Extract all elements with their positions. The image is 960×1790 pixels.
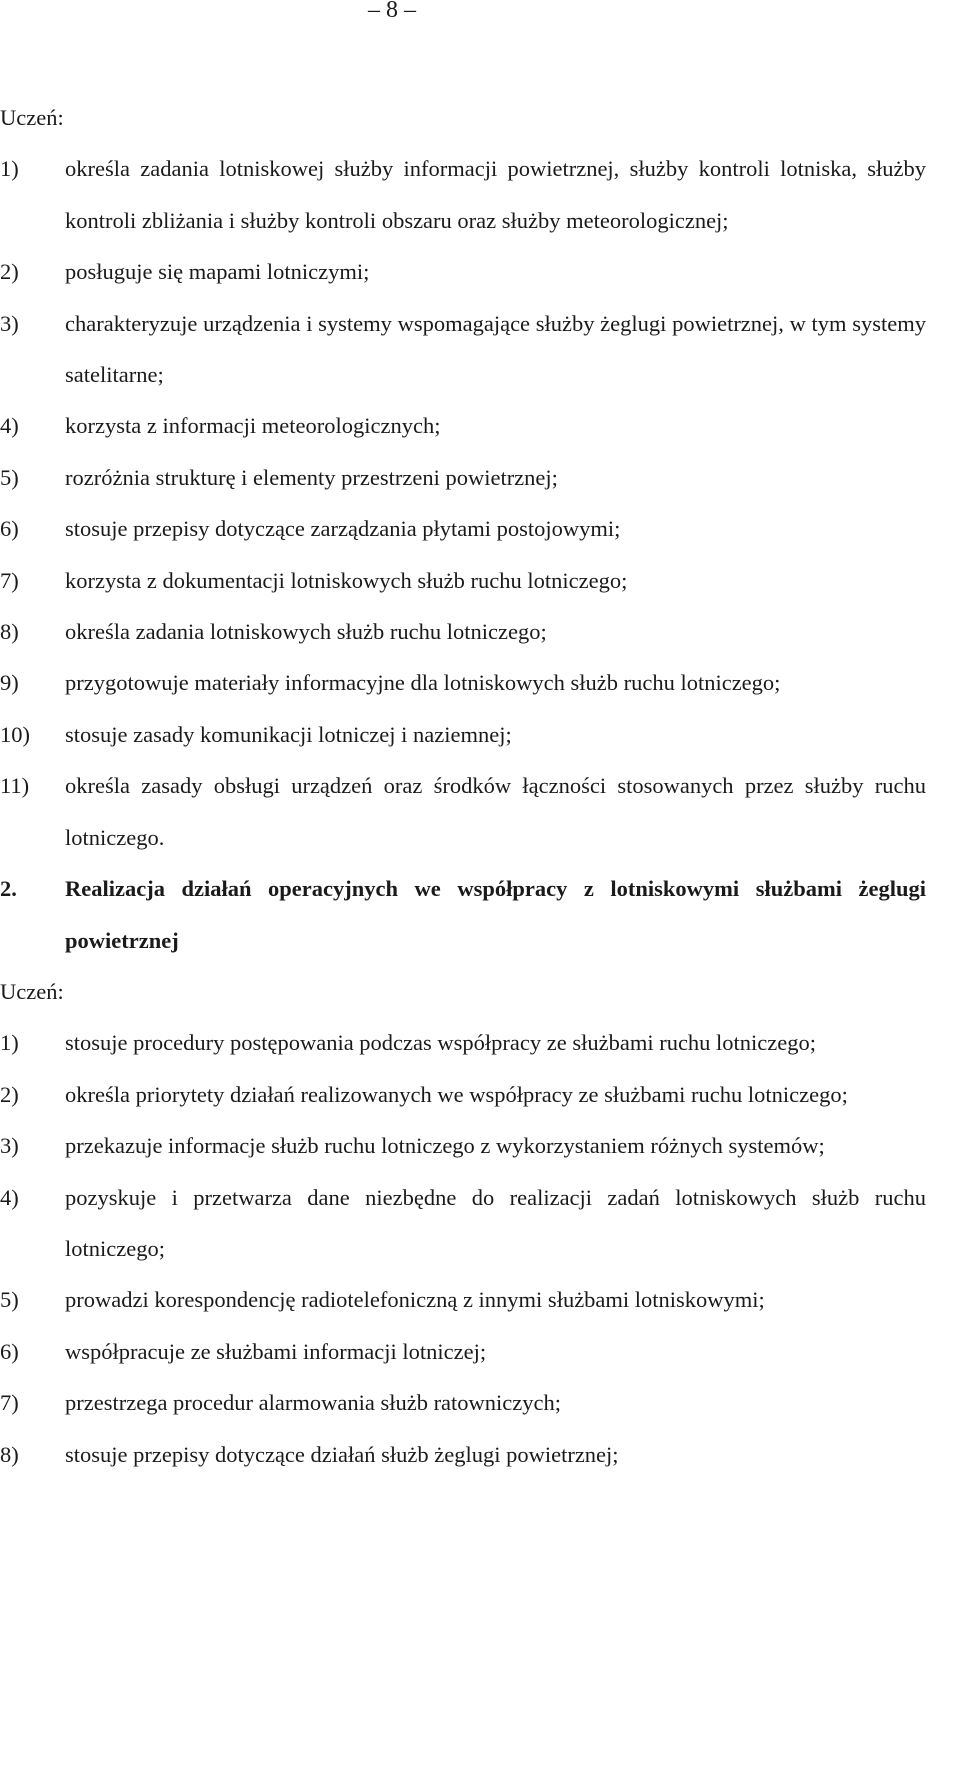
list-item-text: współpracuje ze służbami informacji lotniczej; [65, 1338, 487, 1364]
list-item-text: przestrzega procedur alarmowania służb ratowniczych; [65, 1390, 562, 1416]
list-item-text: pozyskuje i przetwarza dane niezbędne do realizacji zadań lotniskowych służb ruchu lotniczego; [65, 1184, 926, 1261]
list-item [0, 1017, 926, 1068]
list-item-text: korzysta z dokumentacji lotniskowych służb ruchu lotniczego; [65, 567, 628, 593]
list-item-text: określa zadania lotniskowych służb ruchu lotniczego; [65, 619, 547, 645]
list-item-text: posługuje się mapami lotniczymi; [65, 259, 370, 285]
list-item-number: 7) [0, 1390, 19, 1416]
list-item-number: 8) [0, 1441, 19, 1467]
list-item-number: 6) [0, 516, 19, 542]
document-body [0, 92, 926, 1480]
list-item [0, 298, 926, 401]
list-item-text: przekazuje informacje służb ruchu lotniczego z wykorzystaniem różnych systemów; [65, 1133, 825, 1159]
list-item-number: 4) [0, 1184, 19, 1210]
list-item [0, 246, 926, 297]
list-item [0, 1120, 926, 1171]
list-item-number: 1) [0, 1030, 19, 1056]
section-number: 2. [0, 876, 17, 902]
list-item-text: stosuje przepisy dotyczące zarządzania płytami postojowymi; [65, 516, 621, 542]
list-item-number: 3) [0, 310, 19, 336]
list-item-text: stosuje zasady komunikacji lotniczej i naziemnej; [65, 721, 512, 747]
list-item-text: prowadzi korespondencję radiotelefoniczną z innymi służbami lotniskowymi; [65, 1287, 765, 1313]
list-item-text: stosuje procedury postępowania podczas współpracy ze służbami ruchu lotniczego; [65, 1030, 817, 1056]
list-item-number: 4) [0, 413, 19, 439]
list-item-text: przygotowuje materiały informacyjne dla lotniskowych służb ruchu lotniczego; [65, 670, 781, 696]
list-item-text: charakteryzuje urządzenia i systemy wspomagające służby żeglugi powietrznej, w tym systemy satelitarne; [65, 310, 926, 388]
list-item-text: określa zasady obsługi urządzeń oraz środków łączności stosowanych przez służby ruchu lotniczego. [65, 773, 926, 850]
list-item-number: 2) [0, 259, 19, 285]
list-item-number: 11) [0, 773, 30, 799]
list-item-number: 1) [0, 156, 19, 182]
list-item-number: 5) [0, 464, 19, 490]
list-item-text: określa priorytety działań realizowanych we współpracy ze służbami ruchu lotniczego; [65, 1081, 848, 1107]
list-item [0, 657, 926, 708]
list-item [0, 1429, 926, 1480]
list-item-number: 7) [0, 567, 19, 593]
list-item-text: stosuje przepisy dotyczące działań służb żeglugi powietrznej; [65, 1441, 619, 1467]
learner-heading: Uczeń: [0, 978, 64, 1004]
list-item-number: 9) [0, 670, 19, 696]
list-item [0, 1326, 926, 1377]
list-item [0, 503, 926, 554]
list-item [0, 1172, 926, 1275]
section-title [0, 863, 926, 966]
list-item-number: 2) [0, 1081, 19, 1107]
list-item [0, 1377, 926, 1428]
list-item-number: 6) [0, 1338, 19, 1364]
section-title-text: Realizacja działań operacyjnych we współpracy z lotniskowymi służbami żeglugi powietrznej [65, 876, 926, 953]
list-item-text: rozróżnia strukturę i elementy przestrzeni powietrznej; [65, 464, 558, 490]
list-item [0, 143, 926, 246]
list-item [0, 606, 926, 657]
list-item [0, 1274, 926, 1325]
list-item-number: 5) [0, 1287, 19, 1313]
list-item-number: 8) [0, 619, 19, 645]
list-item-number: 3) [0, 1133, 19, 1159]
list-item [0, 452, 926, 503]
list-item-text: określa zadania lotniskowej służby informacji powietrznej, służby kontroli lotniska, służby kontroli zbliżania i służby kontroli obszaru oraz służby meteorologicznej; [65, 156, 926, 233]
page-number: – 8 – [368, 0, 416, 23]
list-item [0, 709, 926, 760]
list-item [0, 555, 926, 606]
learner-heading: Uczeń: [0, 105, 64, 130]
list-item [0, 1069, 926, 1120]
list-item [0, 400, 926, 451]
list-item-number: 10) [0, 721, 30, 747]
list-item-text: korzysta z informacji meteorologicznych; [65, 413, 441, 439]
list-item [0, 760, 926, 863]
